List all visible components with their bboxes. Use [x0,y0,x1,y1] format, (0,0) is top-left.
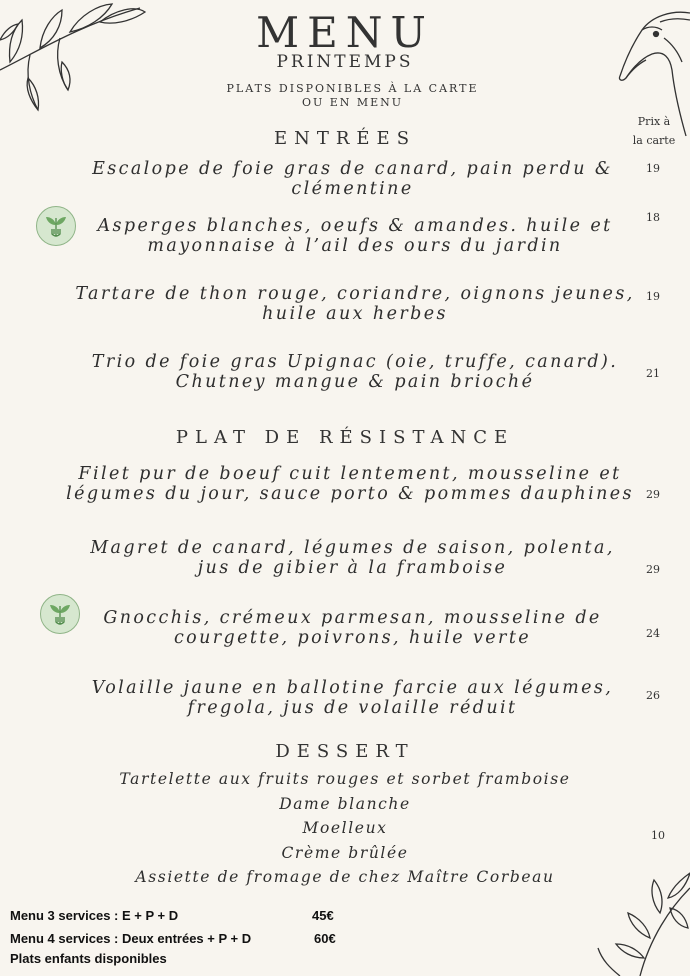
menu-item: Filet pur de boeuf cuit lentement, mousseline et légumes du jour, sauce porto & pommes dauphines [66,464,634,504]
leaf-fork-icon [39,593,81,635]
item-price: 29 [646,488,660,501]
dessert-item: Dame blanche [279,794,411,813]
dessert-list [80,767,610,890]
menu-item: Magret de canard, légumes de saison, polenta, jus de gibier à la framboise [90,538,615,578]
section-heading-dessert: DESSERT [275,741,415,762]
menu-item: Escalope de foie gras de canard, pain perdu & clémentine [92,159,613,199]
menu-4-services: Menu 4 services : Deux entrées + P + D [10,931,252,946]
item-price: 29 [646,563,660,576]
item-price: 18 [646,211,660,224]
leaf-fork-icon [35,205,77,247]
item-price: 26 [646,689,660,702]
menu-3-price: 45€ [312,908,334,923]
price-column-heading: Prix à la carte [632,115,676,147]
section-heading-entrees: ENTRÉES [273,128,417,149]
item-price: 19 [646,290,660,303]
menu-3-services: Menu 3 services : E + P + D [10,908,179,923]
kids-menu-note: Plats enfants disponibles [10,951,167,966]
menu-item: Asperges blanches, oeufs & amandes. huile et mayonnaise à l’ail des ours du jardin [97,216,613,256]
item-price: 24 [646,627,660,640]
menu-title: MENU [256,8,434,57]
dessert-item: Assiette de fromage de chez Maître Corbeau [135,868,555,886]
menu-item: Tartare de thon rouge, coriandre, oignons jeunes, huile aux herbes [75,284,635,324]
dessert-item: Moelleux [302,819,388,837]
menu-4-price: 60€ [314,931,336,946]
dessert-price: 10 [651,829,665,842]
menu-item: Trio de foie gras Upignac (oie, truffe, canard). Chutney mangue & pain brioché [91,352,619,392]
section-heading-plats: PLAT DE RÉSISTANCE [175,427,515,448]
item-price: 21 [646,367,660,380]
availability-note: PLATS DISPONIBLES À LA CARTE OU EN MENU [226,82,479,109]
menu-item: Volaille jaune en ballotine farcie aux légumes, fregola, jus de volaille réduit [91,678,614,718]
menu-item: Gnocchis, crémeux parmesan, mousseline de courgette, poivrons, huile verte [103,608,602,648]
dessert-item: Tartelette aux fruits rouges et sorbet framboise [119,770,571,788]
item-price: 19 [646,162,660,175]
menu-subtitle: PRINTEMPS [276,52,414,72]
dessert-item: Crème brûlée [281,843,409,862]
